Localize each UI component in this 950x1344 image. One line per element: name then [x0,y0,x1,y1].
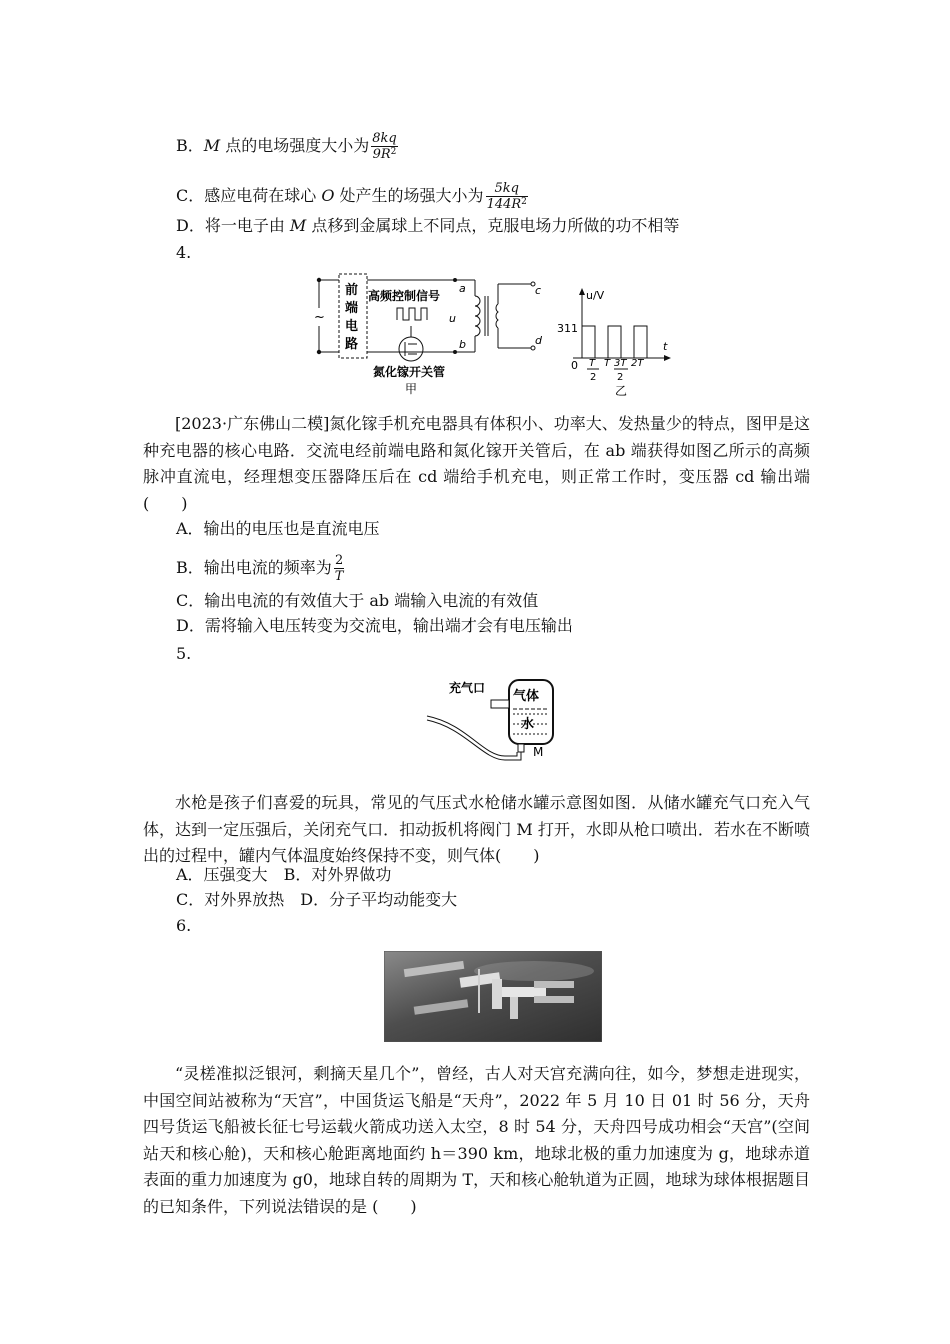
svg-text:前: 前 [345,283,359,298]
water-label: 水 [521,717,535,732]
figure-jia-label: 甲 [405,382,418,396]
svg-text:d: d [535,334,542,347]
gas-label: 气体 [513,689,540,704]
q5-option-b: B．对外界做功 [283,865,392,884]
y-axis-label: u/V [586,289,605,302]
fraction: $\frac{2}{T}$ [334,553,344,584]
q4-option-d: D．需将输入电压转变为交流电，输出端才会有电压输出 [176,616,573,635]
q5-option-d: D．分子平均动能变大 [300,890,458,909]
svg-text:3T: 3T [614,358,627,369]
svg-text:a: a [459,282,466,295]
q4-option-b: B．输出电流的频率为 $\frac{2}{T}$ [176,553,344,584]
ac-symbol: ~ [314,310,325,325]
q3-option-d: D．将一电子由 M 点移到金属球上不同点，克服电场力所做的功不相等 [176,216,680,235]
figure-yi-label: 乙 [615,384,628,398]
hf-signal-label: 高频控制信号 [368,289,441,303]
y-value-label: 311 [557,322,578,335]
svg-text:0: 0 [571,359,578,372]
svg-text:u: u [449,312,456,325]
q5-option-c: C．对外界放热 [176,890,285,909]
svg-text:b: b [459,338,466,351]
svg-text:2: 2 [590,372,597,383]
svg-text:路: 路 [345,337,359,352]
svg-text:电: 电 [345,319,359,334]
q3-option-c: C．感应电荷在球心 O 处产生的场强大小为 $\frac{5kq}{144R^2}$ [176,181,527,212]
svg-text:T: T [604,358,611,369]
q4-option-c: C．输出电流的有效值大于 ab 端输入电流的有效值 [176,591,539,610]
q5-option-a: A．压强变大 [176,865,268,884]
q4-stem: [2023·广东佛山二模]氮化镓手机充电器具有体积小、功率大、发热量少的特点，图甲是这种充电器的核心电路．交流电经前端电路和氮化镓开关管后，在 ab 端获得如图乙所示的高频脉冲直流电，经理想变压器降压后在 cd 端给手机充电，则正常工作时，变压器 cd 输出端( ) [143,414,810,513]
svg-text:t: t [663,340,668,353]
valve-label: M [533,745,544,759]
space-station-photo [384,951,602,1042]
svg-text:2T: 2T [631,358,644,369]
svg-text:端: 端 [345,301,359,316]
fraction: $\frac{8kq}{9R^2}$ [372,131,397,162]
q4-figure [305,270,685,400]
q5-options-ab [176,864,391,886]
q5-stem: 水枪是孩子们喜爱的玩具，常见的气压式水枪储水罐示意图如图．从储水罐充气口充入气体，达到一定压强后，关闭充气口．扣动扳机将阀门 M 打开，水即从枪口喷出．若水在不断喷出的过程中，罐内气体温度始终保持不变，则气体( ) [143,793,810,865]
q3-option-b: B．M 点的电场强度大小为 $\frac{8kq}{9R^2}$ [176,131,397,162]
q4-option-a: A．输出的电压也是直流电压 [176,519,380,538]
q5-figure [425,678,565,766]
q4-number: 4. [176,243,192,262]
svg-text:c: c [535,284,542,297]
fraction: $\frac{5kq}{144R^2}$ [486,181,527,212]
q5-number: 5. [176,644,192,663]
q6-stem: “灵槎准拟泛银河，剩摘天星几个”，曾经，古人对天宫充满向往，如今，梦想走进现实，中国空间站被称为“天宫”，中国货运飞船是“天舟”，2022 年 5 月 10 日 01 时 56 分，天舟四号货运飞船被长征七号运载火箭成功送入太空，8 时 54 分，天舟四号成功相会“天宫”(空间站天和核心舱)，天和核心舱距离地面约 h＝390 km，地球北极的重力加速度为 g，地球赤道表面的重力加速度为 g0，地球自转的周期为 T，天和核心舱轨道为正圆，地球为球体根据题目的已知条件，下列说法错误的是 ( ) [143,1064,810,1216]
gan-switch-label: 氮化镓开关管 [373,365,446,379]
svg-text:T: T [589,358,596,369]
q5-options-cd [176,889,457,911]
svg-text:2: 2 [617,372,624,383]
inlet-label: 充气口 [449,681,486,695]
q6-number: 6. [176,916,192,935]
